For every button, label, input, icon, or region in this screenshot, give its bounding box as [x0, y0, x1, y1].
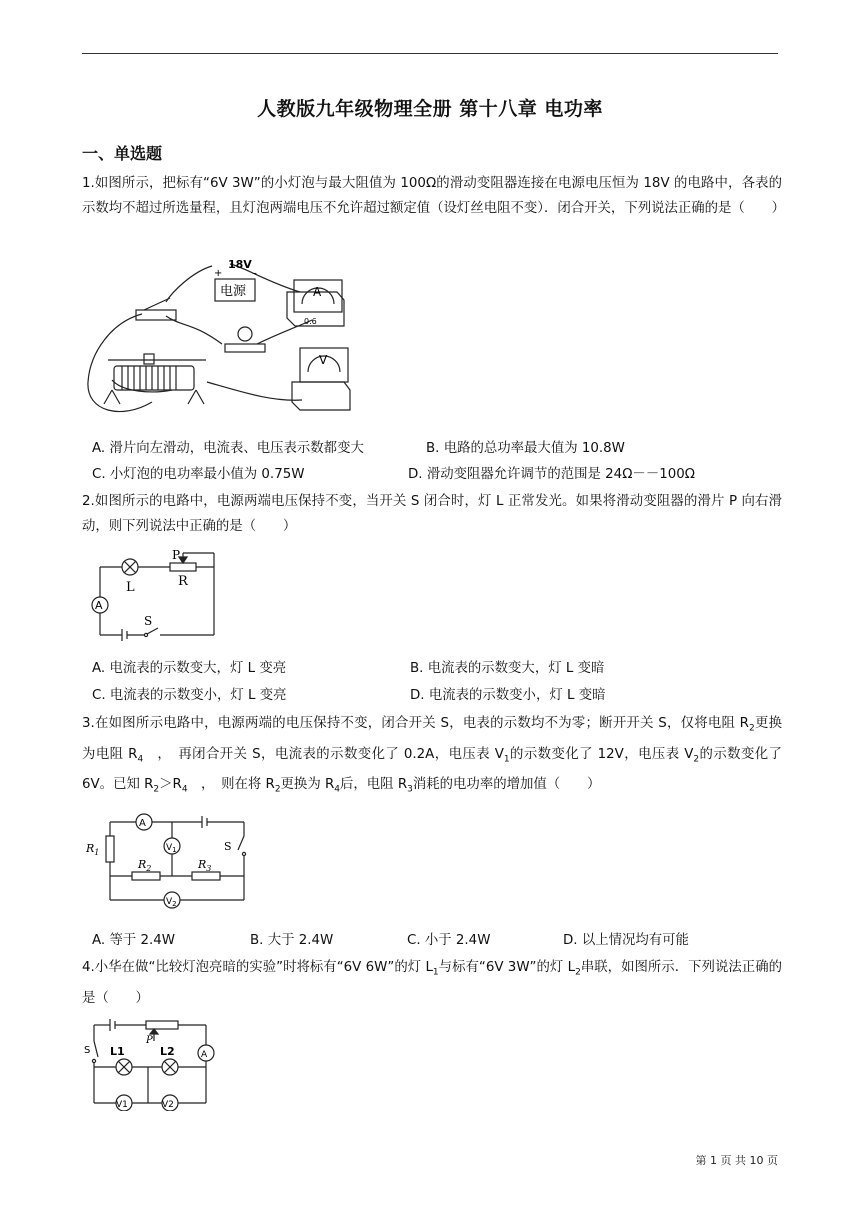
question-1-figure [82, 252, 354, 424]
q1-option-c[interactable]: C. 小灯泡的电功率最小值为 0.75W [92, 467, 305, 482]
page-number: 第 1 页 共 10 页 [695, 1154, 778, 1167]
fig3-s-label: S [224, 840, 232, 853]
q3-text-1: 3.在如图所示电路中，电源两端的电压保持不变，闭合开关 S，电表的示数均不为零；断开开关 S，仅将电阻 R [82, 716, 749, 731]
q3-sub-4: 2 [693, 754, 700, 765]
fig1-range-label: 0.6 [304, 317, 317, 326]
q3-sub-9: 3 [407, 785, 413, 796]
q2-option-b[interactable]: B. 电流表的示数变大，灯 L 变暗 [410, 661, 605, 676]
q3-text-7: ， 则在将 R [187, 777, 275, 793]
fig3-ammeter-label: A [139, 818, 146, 829]
fig4-v2-label: V2 [162, 1100, 174, 1110]
q3-text-9: 后，电阻 R [340, 777, 408, 793]
q3-option-c[interactable]: C. 小于 2.4W [407, 933, 491, 948]
fig3-r2-label: $R_2$ [138, 858, 152, 873]
fig2-r-label: R [178, 574, 188, 589]
q4-text-3: 串联，如图所示．下列说法正确的是（ ） [82, 960, 782, 1006]
fig2-s-label: S [144, 614, 153, 628]
q3-sub-6: 4 [181, 785, 188, 796]
q1-option-b[interactable]: B. 电路的总功率最大值为 10.8W [426, 441, 625, 456]
fig4-s-label: S [84, 1045, 91, 1056]
fig3-v2-label: $V_2$ [166, 897, 177, 908]
fig2-l-label: L [126, 580, 135, 595]
question-3-stem [82, 711, 782, 803]
fig4-l2-label: L2 [160, 1045, 175, 1058]
fig2-p-label: P [172, 548, 181, 562]
q3-text-10: 消耗的电功率的增加值（ ） [412, 777, 601, 793]
fig2-ammeter-label: A [95, 599, 103, 612]
q4-text-1: 4.小华在做“比较灯泡亮暗的实验”时将标有“6V 6W”的灯 L [82, 960, 433, 975]
fig3-r3-label: $R_3$ [198, 858, 212, 873]
question-2-figure [86, 547, 220, 642]
fig4-l1-label: L1 [110, 1045, 125, 1058]
fig4-p-label: P [146, 1035, 153, 1046]
q2-option-c[interactable]: C. 电流表的示数变小，灯 L 变亮 [92, 688, 287, 703]
question-1-stem: 1.如图所示，把标有“6V 3W”的小灯泡与最大阻值为 100Ω的滑动变阻器连接在电源电压恒为 18V 的电路中，各表的示数均不超过所选量程，且灯泡两端电压不允许超过额定值（设灯丝电阻不变）．闭合开关，下列说法正确的是（ ） [82, 176, 785, 216]
question-4-figure [84, 1013, 222, 1111]
question-2-stem: 2.如图所示的电路中，电源两端电压保持不变，当开关 S 闭合时，灯 L 正常发光。如果将滑动变阻器的滑片 P 向右滑动，则下列说法中正确的是（ ） [82, 494, 782, 534]
q3-sub-7: 2 [274, 785, 281, 796]
q3-option-b[interactable]: B. 大于 2.4W [250, 933, 334, 948]
fig1-plus-label: + [214, 268, 223, 279]
fig1-voltmeter-label: V [319, 353, 328, 367]
fig1-ammeter-label: A [313, 285, 322, 299]
q3-sub-8: 4 [334, 785, 341, 796]
q3-text-8: 更换为 R [280, 777, 335, 793]
q3-text-6: ＞R [159, 777, 182, 793]
fig1-voltage-label: 18V [228, 258, 252, 271]
page-title: 人教版九年级物理全册 第十八章 电功率 [257, 98, 603, 120]
q3-option-d[interactable]: D. 以上情况均有可能 [563, 933, 689, 948]
q4-text-2: 与标有“6V 3W”的灯 L [438, 960, 576, 975]
q3-option-a[interactable]: A. 等于 2.4W [92, 933, 176, 948]
q3-text-4: 的示数变化了 12V，电压表 V [509, 746, 694, 762]
section-heading: 一、单选题 [82, 144, 163, 163]
q3-sub-1: 2 [748, 723, 755, 734]
question-4-stem [82, 955, 782, 1011]
question-3-figure [84, 806, 254, 914]
q4-sub-1: 1 [432, 967, 439, 978]
fig3-r1-label: $R_1$ [86, 842, 100, 857]
q3-text-3: ， 再闭合开关 S，电流表的示数变化了 0.2A，电压表 V [143, 746, 504, 762]
q3-text-5: 的示数变化了 6V。已知 R [82, 746, 783, 793]
q1-option-a[interactable]: A. 滑片向左滑动，电流表、电压表示数都变大 [92, 441, 364, 456]
q3-text-2: 更换为电阻 R [82, 716, 782, 762]
q1-option-d[interactable]: D. 滑动变阻器允许调节的范围是 24Ω－－100Ω [408, 467, 696, 482]
fig4-v1-label: V1 [116, 1100, 128, 1110]
q3-sub-5: 2 [153, 785, 160, 796]
fig1-source-label: 电源 [220, 284, 247, 299]
q3-sub-3: 1 [503, 754, 510, 765]
q2-option-a[interactable]: A. 电流表的示数变大，灯 L 变亮 [92, 661, 287, 676]
q2-option-d[interactable]: D. 电流表的示数变小，灯 L 变暗 [410, 688, 606, 703]
q3-sub-2: 4 [137, 754, 144, 765]
fig4-ammeter-label: A [201, 1050, 208, 1060]
fig1-minus-label: – [252, 268, 257, 279]
q4-sub-2: 2 [575, 967, 581, 978]
header-rule [82, 53, 778, 54]
fig3-v1-label: $V_1$ [166, 843, 177, 854]
